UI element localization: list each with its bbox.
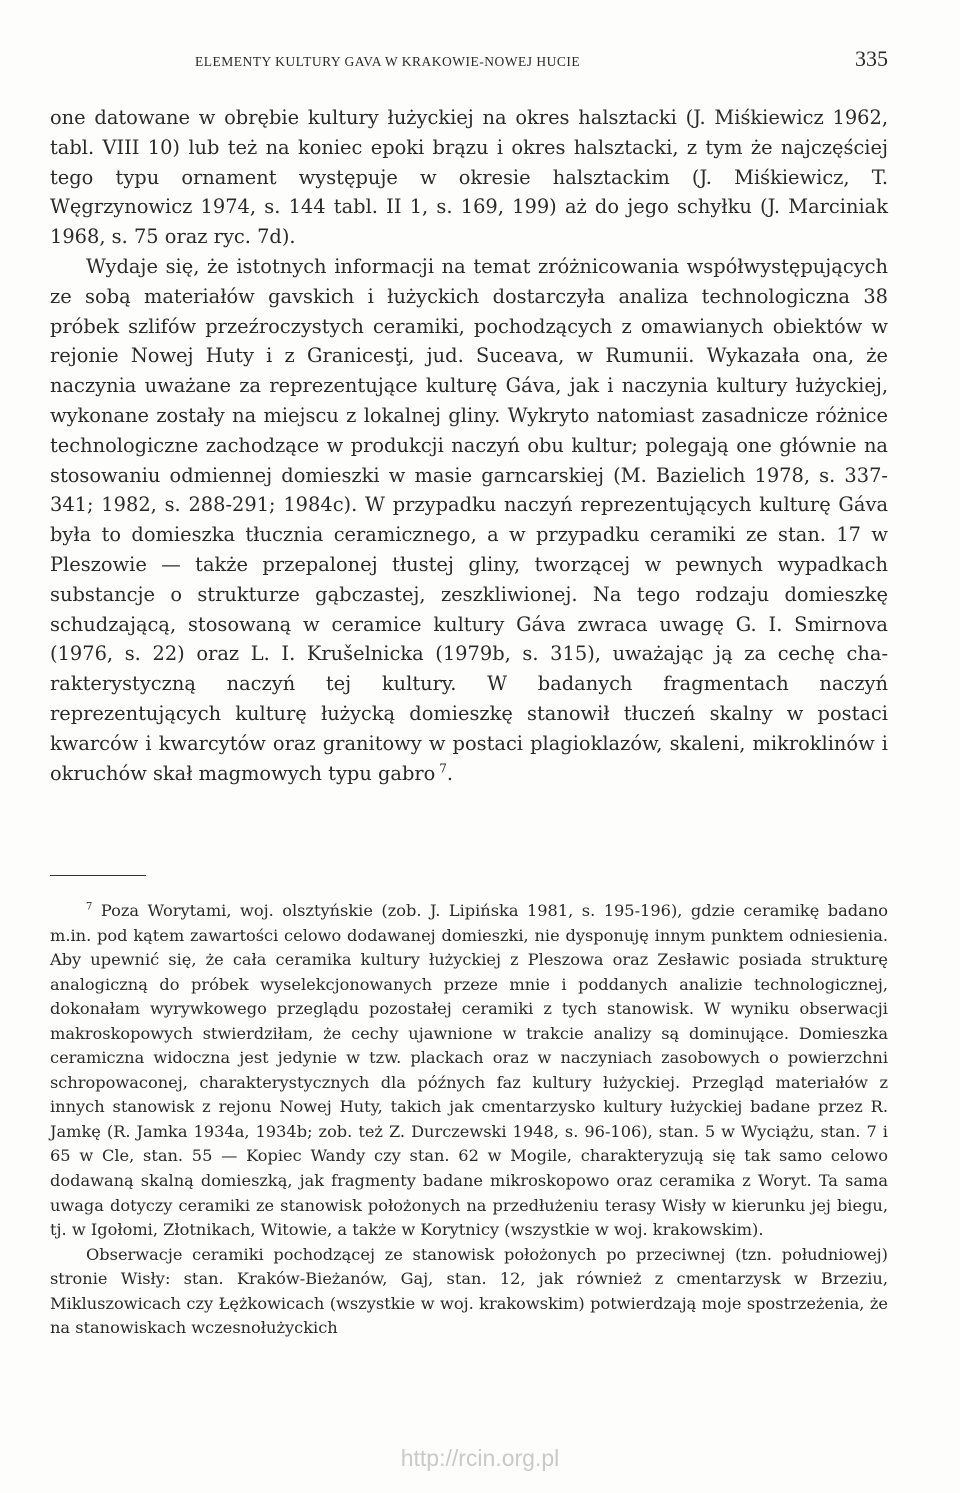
running-title: ELEMENTY KULTURY GAVA W KRAKOWIE-NOWEJ HUCIE (195, 54, 581, 69)
paragraph-1: one datowane w obrębie kultury łużyckiej na okres halsztacki (J. Miśkiewicz 1962, tabl. VIII 10) lub też na koniec epoki brązu i okres halsztacki, z tym że najczęściej tego typu ornament występuje w okresie halsztackim (J. Miśkiewicz, T. Węgrzynowicz 1974, s. 144 tabl. II 1, s. 169, 199) aż do jego schyłku (J. Marciniak 1968, s. 75 oraz ryc. 7d). (50, 106, 888, 249)
footnote-reference[interactable]: 7 (439, 761, 447, 776)
footnote-1-continuation: Obserwacje ceramiki pochodzącej ze stanowisk położonych po przeciwnej (tzn. południowej) stronie Wisły: stan. Kraków-Bieżanów, Gaj, stan. 12, jak również z cmentarzysk w Brzeziu, Mikluszowicach czy Łężkowicach (wszystkie w woj. krakowskim) potwierdzają moje spostrzeżenia, że na stanowiskach wczesnołużyckich (50, 1244, 888, 1338)
paragraph-2-text: Wydaje się, że istotnych informacji na temat zróżnicowania współwystępujących ze sobą materiałów gavskich i łużyckich dostarczyła analiza technologiczna 38 próbek szlifów przeźroczystych ceramiki, pochodzących z omawianych obiektów w rejonie Nowej Huty i z Granicesţi, jud. Suceava, w Rumunii. Wykazała ona, że naczynia uważane za reprezentujące kulturę Gáva, jak i naczynia kultury łużyckiej, wykonane zostały na miejscu z lokalnej gliny. Wykryto natomiast zasadnicze różnice technologiczne zachodzące w produkcji naczyń obu kultur; polegają one głównie na stosowaniu odmiennej domieszki w masie garncarskiej (M. Bazielich 1978, s. 337-341; 1982, s. 288-291; 1984c). W przypadku naczyń reprezentujących kulturę Gáva była to domieszka tłucznia ceramicznego, a w przypadku ceramiki ze stan. 17 w Pleszowie — także przepalonej tłustej gliny, tworzącej w pewnych wypadkach substancje o strukturze gąbczastej, zeszkliwionej. Na tego rodzaju domieszkę schudzającą, stosowaną w ceramice kultury Gáva zwraca uwagę G. I. Smirnova (1976, s. 22) oraz L. I. Krušelnicka (1979b, s. 315), uważając ją za cechę charakterystyczną naczyń tej kultury. W badanych fragmentach naczyń reprezentujących kulturę łużycką domieszkę stanowił tłuczeń skalny w postaci kwarców i kwarcytów oraz granitowy w postaci plagioklazów, skaleni, mikroklinów i okruchów skał magmowych typu gabro (50, 254, 888, 785)
footnote-1 (50, 899, 888, 1243)
watermark: http://rcin.org.pl (400, 1445, 560, 1471)
footnote-marker: 7 (86, 901, 93, 913)
main-text (50, 103, 888, 788)
page-number: 335 (855, 46, 888, 71)
paragraph-2-end: . (446, 761, 454, 785)
footnote-1-text: Poza Worytami, woj. olsztyńskie (zob. J. Lipińska 1981, s. 195-196), gdzie ceramikę badano m.in. pod kątem zawartości celowo dodawanej domieszki, nie dysponuję innym punktem odniesienia. Aby upewnić się, że cała ceramika kultury łużyckiej z Pleszowa oraz Zesławic posiada strukturę analogiczną do próbek wyselekcjonowanych przeze mnie i poddanych analizie technologicznej, dokonałam wyrywkowego przeglądu pozostałej ceramiki z tych stanowisk. W wyniku obserwacji makroskopowych stwierdziłam, że cechy ujawnione w trakcie analizy są dominujące. Domieszka ceramiczna widoczna jest jedynie w tzw. plackach oraz w naczyniach zasobowych o powierzchni schropowaconej, charakterystycznych dla późnych faz kultury łużyckiej. Przegląd materiałów z innych stanowisk z rejonu Nowej Huty, takich jak cmentarzysko kultury łużyckiej badane przez R. Jamkę (R. Jamka 1934a, 1934b; zob. też Z. Durczewski 1948, s. 96-106), stan. 5 w Wyciążu, stan. 7 i 65 w Cle, stan. 55 — Kopiec Wandy czy stan. 62 w Mogile, charakteryzują się tak samo celowo dodawaną skalną domieszką, jak fragmenty badane mikroskopowo oraz ceramika z Woryt. Ta sama uwaga dotyczy ceramiki ze stanowisk położonych na przedłużeniu terasy Wisły w kierunku jej biegu, tj. w Igołomi, Złotnikach, Witowie, a także w Korytnicy (wszystkie w woj. krakowskim). (50, 901, 888, 1240)
paragraph-2 (50, 252, 888, 788)
footnotes (50, 899, 888, 1341)
running-header (195, 46, 888, 72)
footnote-separator (50, 875, 146, 876)
